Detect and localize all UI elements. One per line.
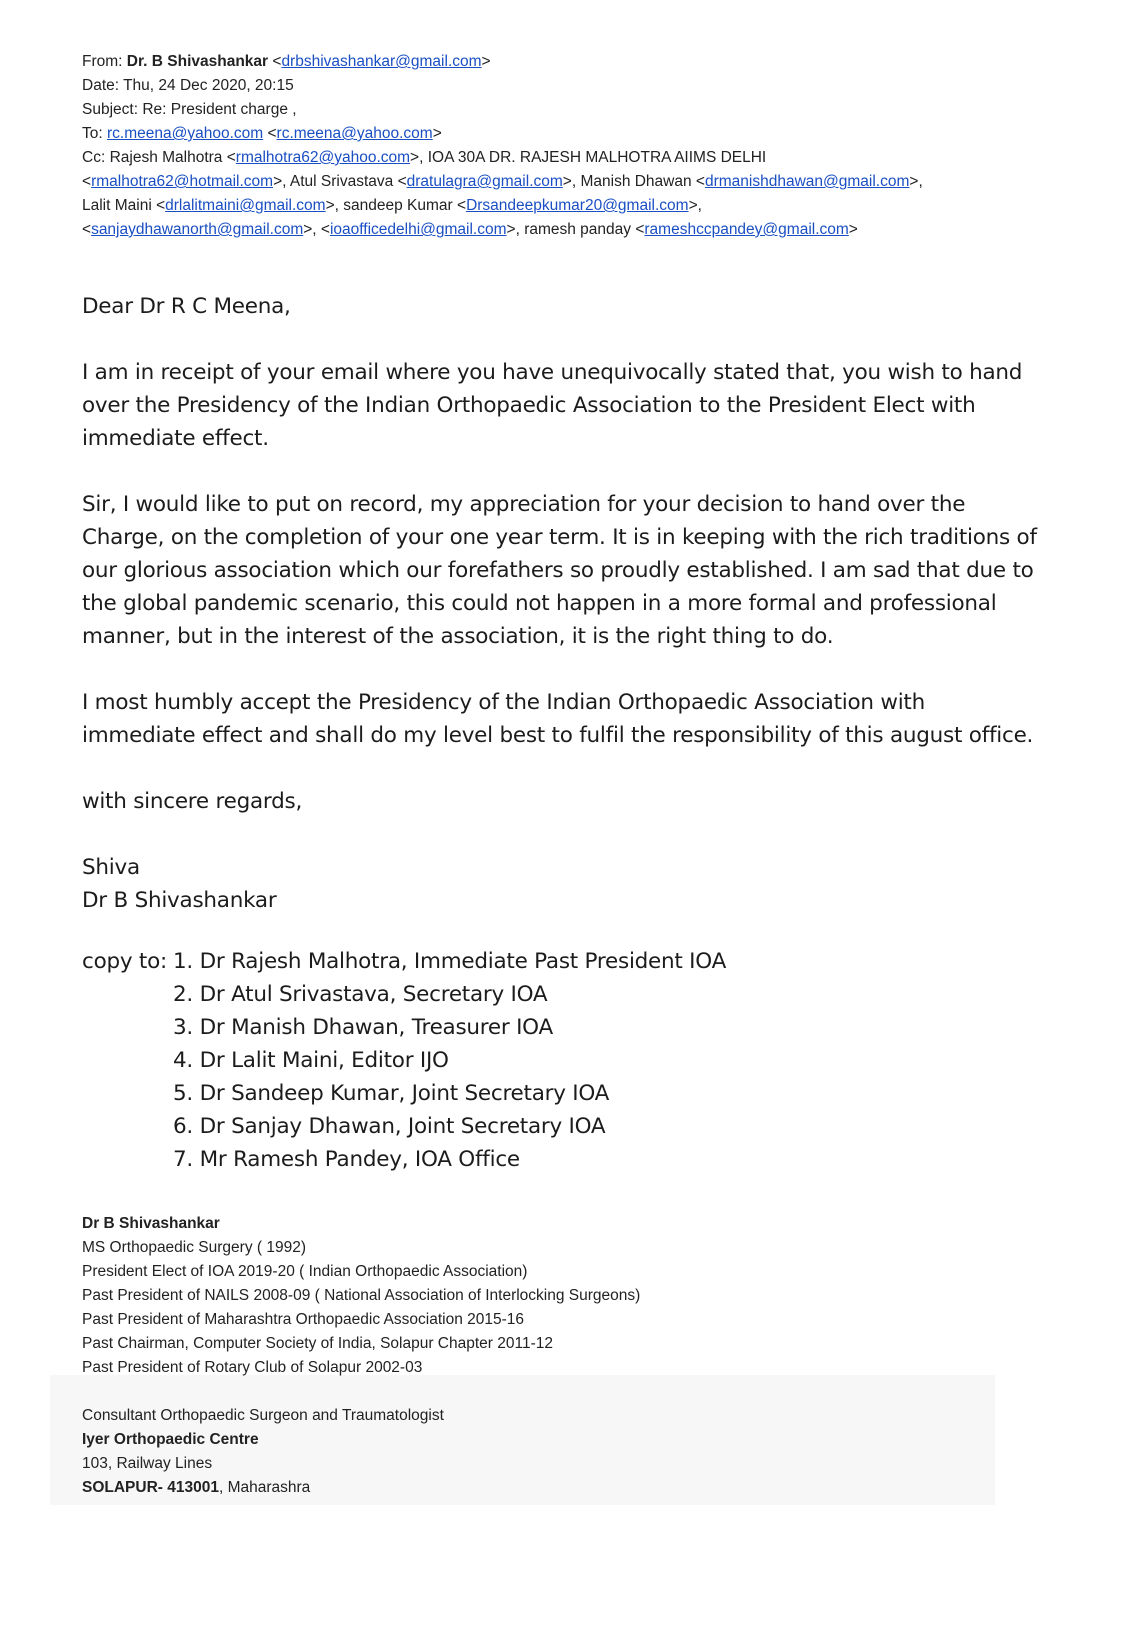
date-line <box>82 74 1082 98</box>
paragraph-2: Sir, I would like to put on record, my appreciation for your decision to hand over the Charge, on the completion of your one year term. It is in keeping with the rich traditions of our glorious association which our forefathers so proudly established. I am sad that due to the global pandemic scenario, this could not happen in a more formal and professional manner, but in the interest of the association, it is the right thing to do. <box>82 492 1037 649</box>
signature-line: Past Chairman, Computer Society of India, Solapur Chapter 2011-12 <box>82 1335 553 1352</box>
cc-atul-email[interactable]: dratulagra@gmail.com <box>406 173 563 190</box>
copy-to-label: copy to: <box>82 949 168 974</box>
signature-line: Past President of NAILS 2008-09 ( National Association of Interlocking Surgeons) <box>82 1287 641 1304</box>
to-line: To: rc.meena@yahoo.com <rc.meena@yahoo.com> <box>82 125 442 142</box>
cc-ioa-office-email[interactable]: ioaofficedelhi@gmail.com <box>329 221 507 238</box>
sign-full: Dr B Shivashankar <box>82 888 277 913</box>
list-item: 4. Dr Lalit Maini, Editor IJO <box>173 1048 449 1073</box>
signature-name: Dr B Shivashankar <box>82 1215 220 1232</box>
signature-street: 103, Railway Lines <box>82 1455 213 1472</box>
to-email-link[interactable]: rc.meena@yahoo.com <box>107 125 264 142</box>
cc-ioa-text: , IOA 30A DR. RAJESH MALHOTRA AIIMS DELHI <box>419 149 767 166</box>
date-label: Date: <box>82 77 120 94</box>
cc-line-2: <rmalhotra62@hotmail.com>, Atul Srivastava <dratulagra@gmail.com>, Manish Dhawan <drmanishdhawan@gmail.com>, <box>82 173 923 190</box>
copy-to-block <box>82 945 1042 1176</box>
cc-line-4: <sanjaydhawanorth@gmail.com>, <ioaofficedelhi@gmail.com>, ramesh panday <rameshccpandey@gmail.com> <box>82 221 858 238</box>
letter-body <box>82 290 1042 1176</box>
subject-value: Re: President charge , <box>142 101 297 118</box>
subject-line <box>82 98 1082 122</box>
from-email-link[interactable]: drbshivashankar@gmail.com <box>281 53 482 70</box>
cc-rajesh-name: Rajesh Malhotra <box>109 149 223 166</box>
cc-sandeep-name: sandeep Kumar <box>343 197 453 214</box>
signature-city-bold: SOLAPUR- 413001 <box>82 1479 219 1496</box>
list-item: 7. Mr Ramesh Pandey, IOA Office <box>173 1147 520 1172</box>
paragraph-1: I am in receipt of your email where you have unequivocally stated that, you wish to hand over the Presidency of the Indian Orthopaedic Association to the President Elect with immediate effect. <box>82 360 1023 451</box>
list-item: 1. Dr Rajesh Malhotra, Immediate Past President IOA <box>173 949 727 974</box>
cc-lalit-email[interactable]: drlalitmaini@gmail.com <box>165 197 326 214</box>
salutation: Dear Dr R C Meena, <box>82 294 291 319</box>
cc-ramesh-name: ramesh panday <box>524 221 632 238</box>
from-name: Dr. B Shivashankar <box>126 53 269 70</box>
list-item: 6. Dr Sanjay Dhawan, Joint Secretary IOA <box>173 1114 606 1139</box>
cc-manish-name: Manish Dhawan <box>580 173 692 190</box>
subject-label: Subject: <box>82 101 139 118</box>
cc-sandeep-email[interactable]: Drsandeepkumar20@gmail.com <box>466 197 689 214</box>
signature-city-rest: , Maharashra <box>218 1479 311 1496</box>
signature-line: Past President of Maharashtra Orthopaedic Association 2015-16 <box>82 1311 525 1328</box>
signature-role: Consultant Orthopaedic Surgeon and Traumatologist <box>82 1407 444 1424</box>
sign-short: Shiva <box>82 855 140 880</box>
cc-rajesh-email-2[interactable]: rmalhotra62@hotmail.com <box>91 173 274 190</box>
cc-line-3: Lalit Maini <drlalitmaini@gmail.com>, sandeep Kumar <Drsandeepkumar20@gmail.com>, <box>82 197 702 214</box>
closing: with sincere regards, <box>82 789 303 814</box>
cc-line-1: Cc: Rajesh Malhotra <rmalhotra62@yahoo.com>, IOA 30A DR. RAJESH MALHOTRA AIIMS DELHI <box>82 149 767 166</box>
cc-label: Cc: <box>82 149 106 166</box>
cc-manish-email[interactable]: drmanishdhawan@gmail.com <box>704 173 910 190</box>
signature-city <box>82 1476 982 1500</box>
signature-line: MS Orthopaedic Surgery ( 1992) <box>82 1239 306 1256</box>
list-item: 5. Dr Sandeep Kumar, Joint Secretary IOA <box>173 1081 610 1106</box>
to-email-link-2[interactable]: rc.meena@yahoo.com <box>276 125 433 142</box>
signature-centre: Iyer Orthopaedic Centre <box>82 1431 259 1448</box>
copy-to-list <box>173 945 726 1176</box>
list-item: 3. Dr Manish Dhawan, Treasurer IOA <box>173 1015 553 1040</box>
from-line: From: Dr. B Shivashankar <drbshivashankar@gmail.com> <box>82 53 491 70</box>
date-value: Thu, 24 Dec 2020, 20:15 <box>123 77 294 94</box>
list-item: 2. Dr Atul Srivastava, Secretary IOA <box>173 982 548 1007</box>
cc-lalit-name: Lalit Maini <box>82 197 152 214</box>
cc-atul-name: Atul Srivastava <box>289 173 394 190</box>
signature-line: President Elect of IOA 2019-20 ( Indian Orthopaedic Association) <box>82 1263 528 1280</box>
cc-rajesh-email[interactable]: rmalhotra62@yahoo.com <box>235 149 411 166</box>
paragraph-3: I most humbly accept the Presidency of the Indian Orthopaedic Association with immediate effect and shall do my level best to fulfil the responsibility of this august office. <box>82 690 1034 748</box>
signature-line: Past President of Rotary Club of Solapur 2002-03 <box>82 1359 423 1376</box>
cc-sanjay-email[interactable]: sanjaydhawanorth@gmail.com <box>91 221 304 238</box>
from-label: From: <box>82 53 123 70</box>
email-header <box>82 50 1082 242</box>
email-signature <box>82 1212 982 1500</box>
to-label: To: <box>82 125 103 142</box>
cc-ramesh-email[interactable]: rameshccpandey@gmail.com <box>644 221 849 238</box>
